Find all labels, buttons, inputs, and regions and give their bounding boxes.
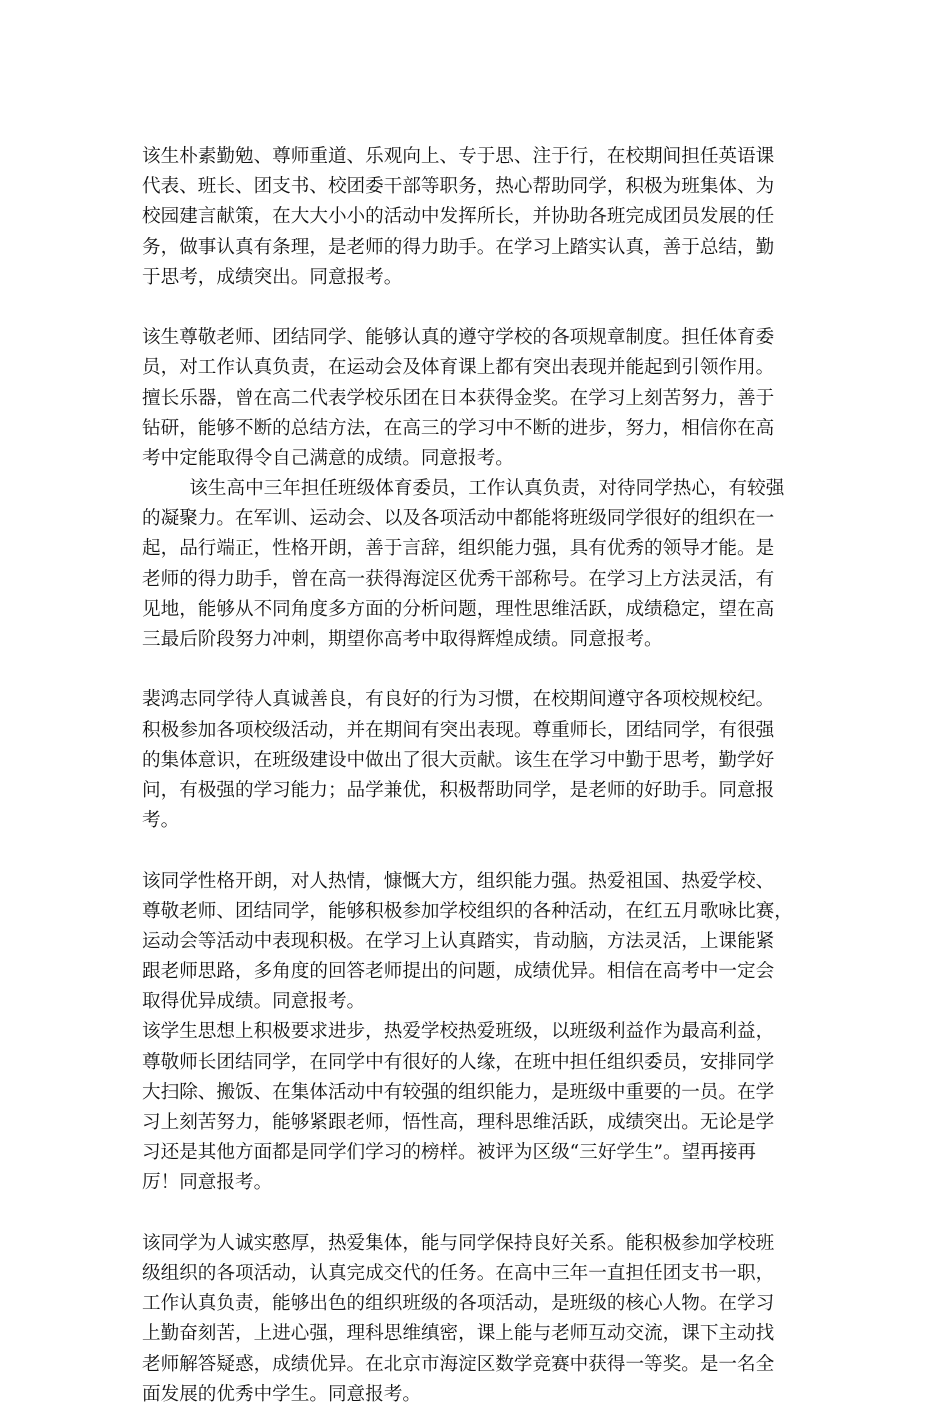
text-line: 积极参加各项校级活动，并在期间有突出表现。尊重师长，团结同学，有很强 [142,719,775,741]
text-line: 擅长乐器，曾在高二代表学校乐团在日本获得金奖。在学习上刻苦努力，善于 [142,387,775,409]
text-line: 该学生思想上积极要求进步，热爱学校热爱班级，以班级利益作为最高利益， [142,1021,775,1043]
text-line: 的集体意识，在班级建设中做出了很大贡献。该生在学习中勤于思考，勤学好 [142,749,775,771]
text-line: 裴鸿志同学待人真诚善良，有良好的行为习惯，在校期间遵守各项校规校纪。 [142,689,775,711]
paragraph-1 [142,142,810,293]
paragraph-gap [142,1199,810,1229]
paragraph-3 [142,474,810,655]
paragraph-gap [142,836,810,866]
text-line: 务，做事认真有条理，是老师的得力助手。在学习上踏实认真，善于总结，勤 [142,236,775,258]
text-line: 三最后阶段努力冲刺，期望你高考中取得辉煌成绩。同意报考。 [142,629,663,650]
text-line: 上勤奋刻苦，上进心强，理科思维缜密，课上能与老师互动交流，课下主动找 [142,1323,775,1345]
text-line: 校园建言献策，在大大小小的活动中发挥所长，并协助各班完成团员发展的任 [142,206,775,228]
paragraph-7 [142,1229,810,1410]
text-line: 大扫除、搬饭、在集体活动中有较强的组织能力，是班级中重要的一员。在学 [142,1081,775,1103]
text-line: 该同学性格开朗，对人热情，慷慨大方，组织能力强。热爱祖国、热爱学校、 [142,870,775,892]
document-page [142,142,810,1410]
text-line: 厉！同意报考。 [142,1172,273,1194]
text-line: 钻研，能够不断的总结方法，在高三的学习中不断的进步，努力，相信你在高 [142,417,775,439]
text-line: 运动会等活动中表现积极。在学习上认真踏实，肯动脑，方法灵活，上课能紧 [142,930,775,952]
text-line: 起，品行端正，性格开朗，善于言辞，组织能力强，具有优秀的领导才能。是 [142,538,775,560]
text-line: 问，有极强的学习能力；品学兼优，积极帮助同学，是老师的好助手。同意报 [142,779,775,801]
text-line: 员，对工作认真负责，在运动会及体育课上都有突出表现并能起到引领作用。 [142,357,775,379]
text-line: 考。 [142,810,180,832]
text-line: 老师解答疑惑，成绩优异。在北京市海淀区数学竞赛中获得一等奖。是一名全 [142,1353,775,1375]
text-line: 见地，能够从不同角度多方面的分析问题，理性思维活跃，成绩稳定，望在高 [142,598,775,620]
text-line: 考中定能取得令自己满意的成绩。同意报考。 [142,447,514,469]
paragraph-4 [142,685,810,836]
text-line: 尊敬老师、团结同学，能够积极参加学校组织的各种活动，在红五月歌咏比赛， [142,900,793,922]
text-line: 该生朴素勤勉、尊师重道、乐观向上、专于思、注于行，在校期间担任英语课 [142,146,775,167]
text-line: 习还是其他方面都是同学们学习的榜样。被评为区级“三好学生”。望再接再 [142,1142,757,1164]
paragraph-6 [142,1017,810,1198]
paragraph-gap [142,293,810,323]
text-line: 面发展的优秀中学生。同意报考。 [142,1383,421,1405]
paragraph-gap [142,655,810,685]
text-line: 代表、班长、团支书、校团委干部等职务，热心帮助同学，积极为班集体、为 [142,176,775,198]
text-line: 该同学为人诚实憨厚，热爱集体，能与同学保持良好关系。能积极参加学校班 [142,1232,775,1254]
text-line: 老师的得力助手，曾在高一获得海淀区优秀干部称号。在学习上方法灵活，有 [142,568,775,590]
text-line: 该生尊敬老师、团结同学、能够认真的遵守学校的各项规章制度。担任体育委 [142,327,775,349]
text-line: 取得优异成绩。同意报考。 [142,991,366,1013]
paragraph-5 [142,867,810,1018]
text-line: 级组织的各项活动，认真完成交代的任务。在高中三年一直担任团支书一职， [142,1262,775,1284]
text-line: 工作认真负责，能够出色的组织班级的各项活动，是班级的核心人物。在学习 [142,1293,775,1315]
text-line: 该生高中三年担任班级体育委员，工作认真负责，对待同学热心，有较强 [142,478,785,500]
text-line: 的凝聚力。在军训、运动会、以及各项活动中都能将班级同学很好的组织在一 [142,508,775,530]
paragraph-2 [142,323,810,474]
text-line: 习上刻苦努力，能够紧跟老师，悟性高，理科思维活跃，成绩突出。无论是学 [142,1112,775,1133]
text-line: 尊敬师长团结同学，在同学中有很好的人缘，在班中担任组织委员，安排同学 [142,1051,775,1073]
text-line: 跟老师思路，多角度的回答老师提出的问题，成绩优异。相信在高考中一定会 [142,961,775,983]
text-line: 于思考，成绩突出。同意报考。 [142,266,403,288]
